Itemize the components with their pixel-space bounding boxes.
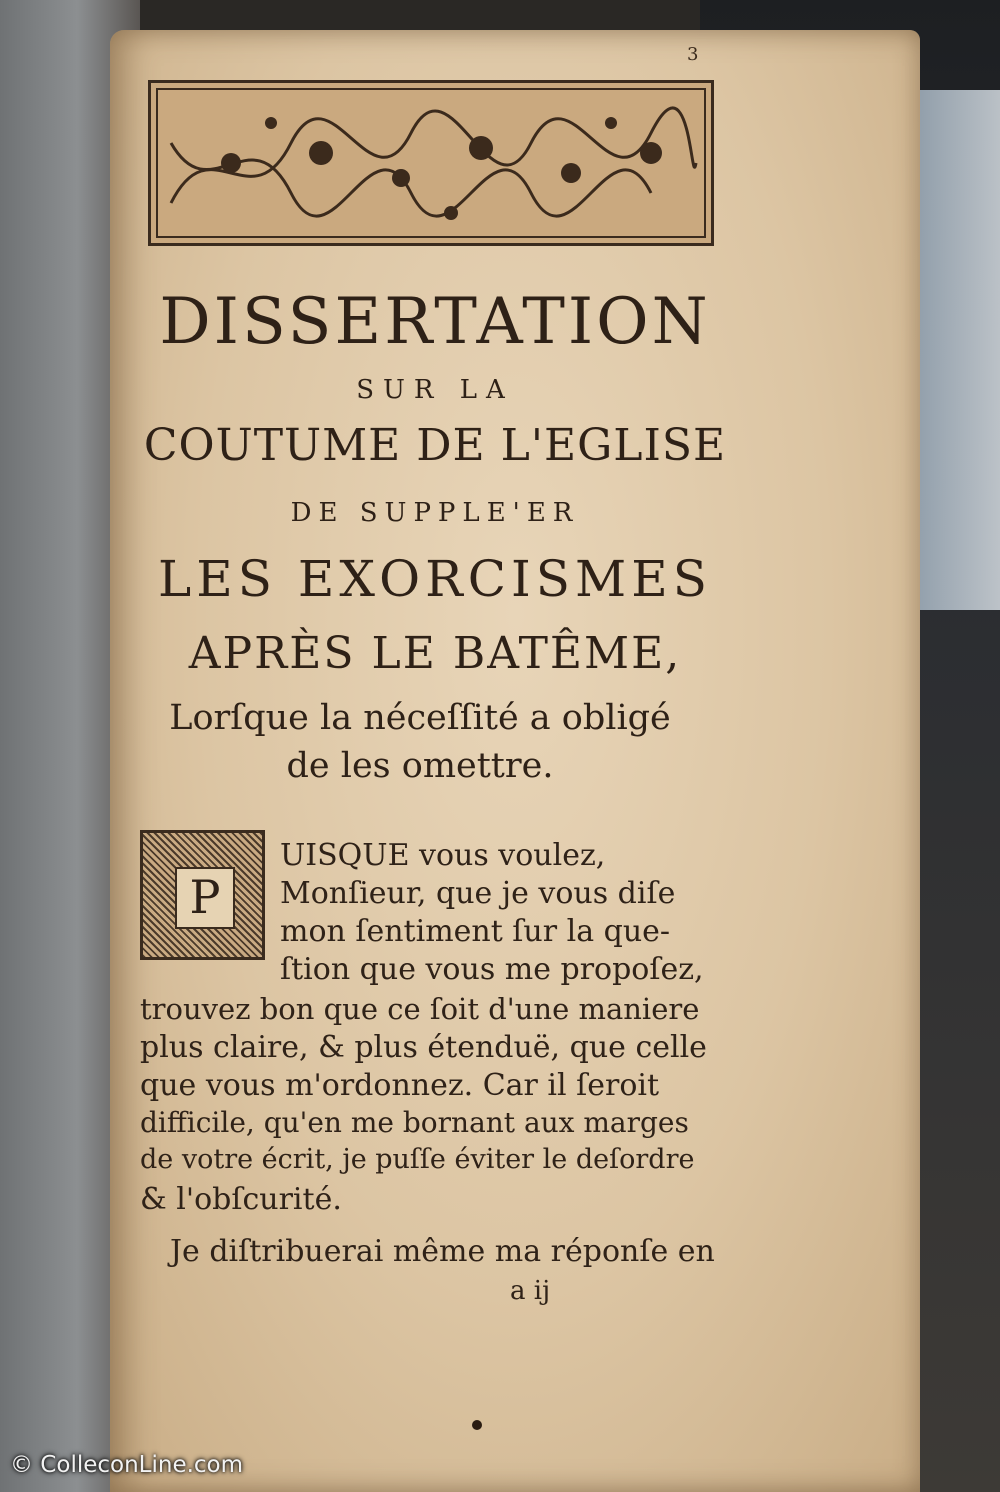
body-line: ſtion que vous me propoſez, [280,952,704,987]
title-line-4: DE SUPPLE'ER [290,498,580,528]
title-line-3: COUTUME DE L'EGLISE [143,420,727,471]
body-line: Je diſtribuerai même ma réponſe en [170,1234,715,1269]
body-line: mon ſentiment ſur la que- [280,914,671,949]
title-line-2: SUR LA [356,375,514,405]
book-page [110,30,920,1492]
ornament-headpiece [148,80,714,246]
body-line: Monſieur, que je vous diſe [280,876,676,911]
title-line-6: APRÈS LE BATÊME, [188,628,682,679]
signature-mark: a ij [510,1276,551,1306]
body-line: & l'obſcurité. [140,1182,342,1217]
body-line: que vous m'ordonnez. Car il ſeroit [140,1068,660,1103]
subtitle-line-2: de les omettre. [286,746,554,786]
body-line: trouvez bon que ce ſoit d'une maniere [140,992,700,1026]
body-line: difficile, qu'en me bornant aux marges [140,1106,689,1139]
dropcap-letter: P [175,867,235,929]
body-line: UISQUE vous voulez, [280,838,606,873]
title-line-5: LES EXORCISMES [158,550,712,608]
watermark: © ColleconLine.com [10,1452,244,1478]
page-number: 3 [687,44,699,65]
subtitle-line-1: Lorſque la néceſſité a obligé [169,698,671,738]
body-line: plus claire, & plus étenduë, que celle [140,1030,707,1065]
title-line-1: DISSERTATION [159,285,711,359]
dropcap-ornament [140,830,265,960]
body-line: de votre écrit, je puſſe éviter le deſordre [140,1144,695,1175]
paper-hole [472,1420,482,1430]
